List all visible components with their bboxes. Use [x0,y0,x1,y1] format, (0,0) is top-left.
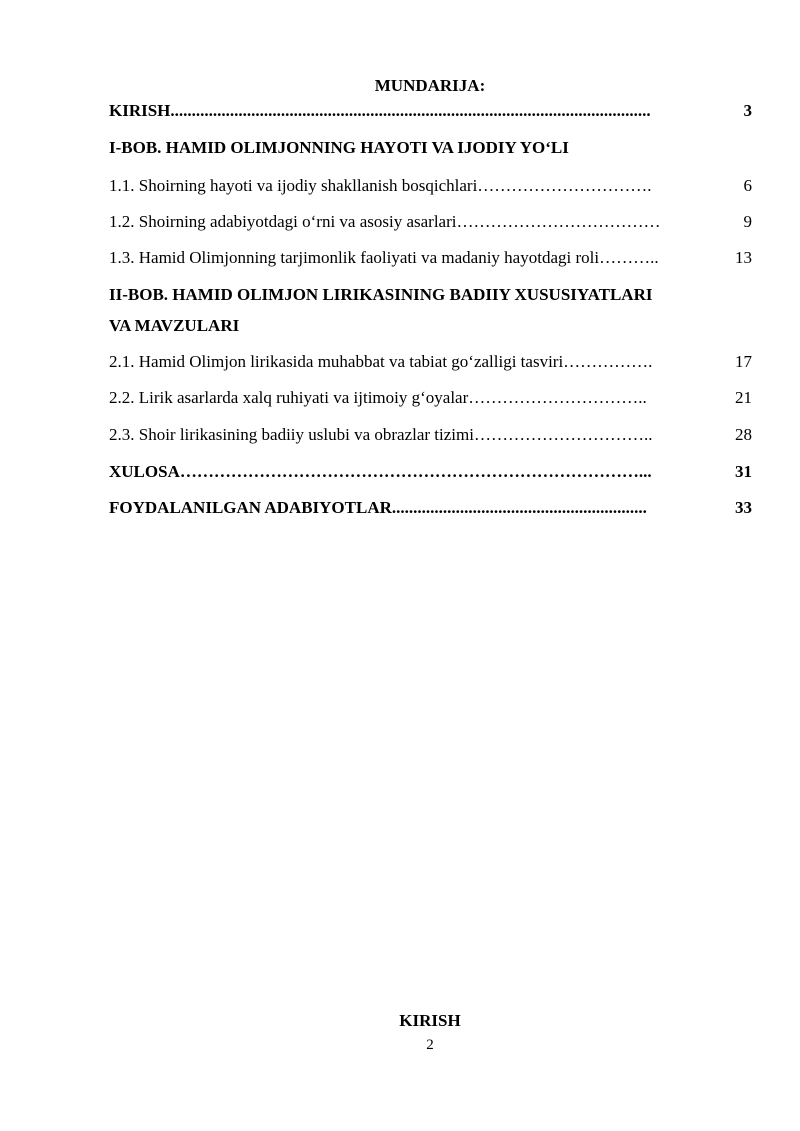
toc-entry-page: 9 [743,212,752,231]
toc-entry-text: VA MAVZULARI [109,316,240,335]
toc-entry-page: 17 [735,352,752,371]
toc-entry-page: 13 [735,248,752,267]
toc-entry-page: 31 [735,462,752,481]
toc-entry-text: 1.2. Shoirning adabiyotdagi o‘rni va asosiy asarlari……………………………… [109,212,661,231]
toc-entry-text: 2.2. Lirik asarlarda xalq ruhiyati va ijtimoiy g‘oyalar………………………….. [109,388,647,407]
toc-entry-page: 21 [735,388,752,407]
toc-entry-text: 1.3. Hamid Olimjonning tarjimonlik faoliyati va madaniy hayotdagi roli……….. [109,248,659,267]
next-section-heading: KIRISH [399,1011,461,1030]
toc-entry-text: 2.1. Hamid Olimjon lirikasida muhabbat va tabiat go‘zalligi tasviri……………. [109,352,653,371]
toc-entry-page: 33 [735,498,752,517]
toc-heading: MUNDARIJA: [374,76,486,95]
toc-entry-text: FOYDALANILGAN ADABIYOTLAR............................................................ [109,498,647,517]
toc-entry-text: 1.1. Shoirning hayoti va ijodiy shakllanish bosqichlari…………………………. [109,176,652,195]
toc-entry-text: XULOSA………………………………………………………………………... [109,462,652,481]
toc-entry-page: 28 [735,425,752,444]
toc-entry-page: 6 [743,176,752,195]
toc-entry-text: I-BOB. HAMID OLIMJONNING HAYOTI VA IJODIY YO‘LI [109,138,569,157]
toc-entry-page: 3 [743,101,752,120]
page-number: 2 [426,1037,434,1053]
toc-entry-text: 2.3. Shoir lirikasining badiiy uslubi va obrazlar tizimi………………………….. [109,425,653,444]
toc-entry-text: KIRISH................................................................................................................. [109,101,651,120]
toc-entry-text: II-BOB. HAMID OLIMJON LIRIKASINING BADIIY XUSUSIYATLARI [109,285,653,304]
